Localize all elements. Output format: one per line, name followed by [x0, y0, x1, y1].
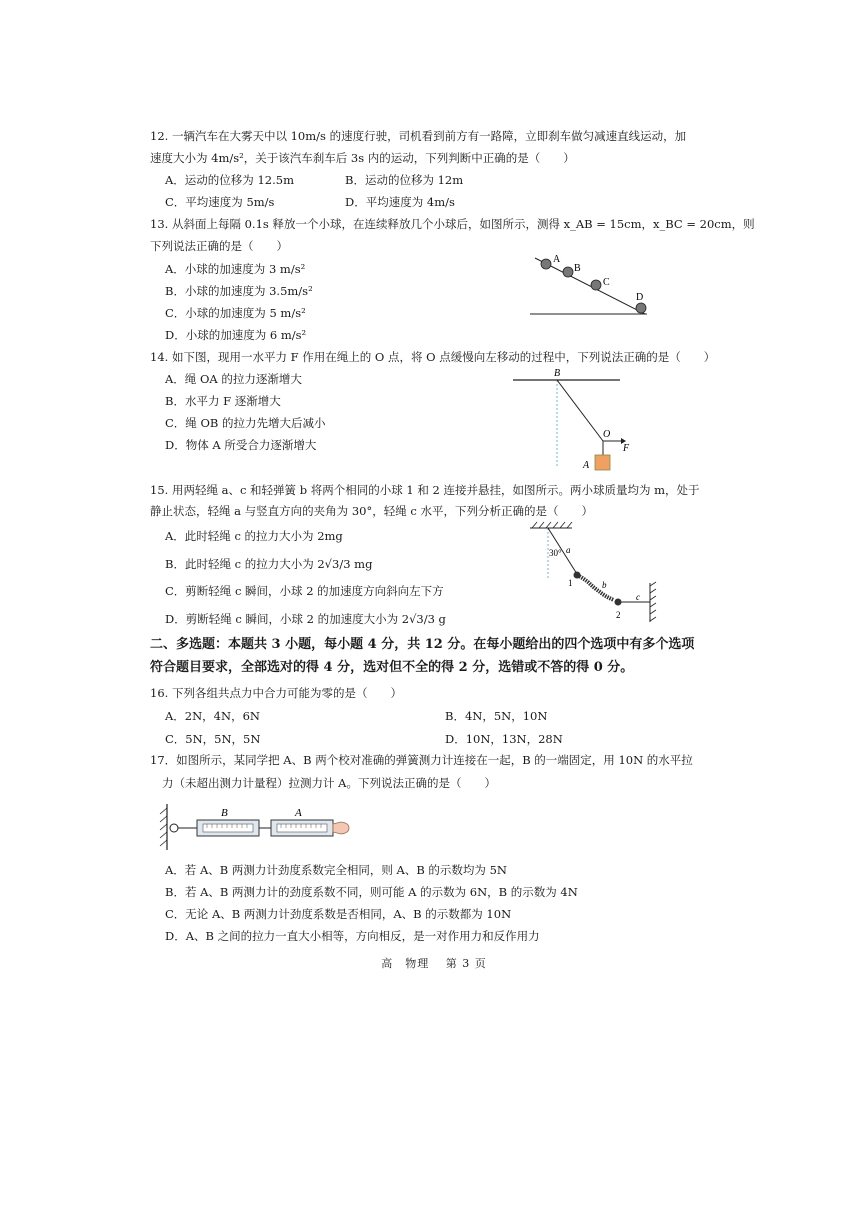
q12-option-d: D．平均速度为 4m/s	[345, 195, 455, 209]
hand-icon	[333, 822, 349, 834]
q17-option-a: A．若 A、B 两测力计劲度系数完全相同，则 A、B 的示数均为 5N	[165, 863, 507, 877]
q15-stem-line2: 静止状态，轻绳 a 与竖直方向的夹角为 30°，轻绳 c 水平，下列分析正确的是（ ）	[150, 504, 593, 518]
q13-option-c: C．小球的加速度为 5 m/s²	[165, 306, 306, 320]
top-hatch	[532, 522, 572, 528]
ball-d	[636, 303, 646, 313]
label-b: b	[602, 580, 607, 590]
q16-option-a: A．2N，4N，6N	[165, 709, 260, 723]
block-a	[595, 455, 610, 470]
q13-stem-line2: 下列说法正确的是（ ）	[150, 239, 288, 253]
q15-spring-figure	[528, 518, 660, 626]
q13-option-a: A．小球的加速度为 3 m/s²	[165, 262, 306, 276]
scale-b-window	[203, 824, 253, 832]
label-o: O	[603, 429, 611, 440]
q16-option-b: B．4N，5N，10N	[445, 709, 548, 723]
q17-option-d: D．A、B 之间的拉力一直大小相等，方向相反，是一对作用力和反作用力	[165, 929, 540, 943]
q17-option-b: B．若 A、B 两测力计的劲度系数不同，则可能 A 的示数为 6N，B 的示数为 4N	[165, 885, 578, 899]
q13-option-d: D．小球的加速度为 6 m/s²	[165, 328, 307, 342]
label-ball-1: 1	[568, 578, 573, 588]
label-b: B	[221, 807, 228, 819]
angle-label: 30°	[549, 548, 562, 558]
ball-c	[591, 280, 601, 290]
ball-1	[574, 572, 581, 579]
spring-b	[577, 575, 614, 600]
label-a: A	[295, 807, 302, 819]
q14-option-d: D．物体 A 所受合力逐渐增大	[165, 438, 317, 452]
q14-rope-figure	[505, 365, 630, 477]
scale-a-window	[277, 824, 327, 832]
wall-hatch	[160, 808, 167, 846]
label-c: C	[603, 277, 610, 288]
q16-stem: 16. 下列各组共点力中合力可能为零的是（ ）	[150, 686, 402, 700]
ball-a	[541, 259, 551, 269]
q12-option-c: C．平均速度为 5m/s	[165, 195, 275, 209]
label-d: D	[636, 292, 644, 303]
q13-stem-line1: 13. 从斜面上每隔 0.1s 释放一个小球，在连续释放几个小球后，如图所示，测得 x_AB = 15cm，x_BC = 20cm，则	[150, 217, 755, 231]
q17-spring-scale-figure	[155, 800, 350, 855]
label-b: B	[554, 368, 561, 379]
q15-stem-line1: 15. 用两轻绳 a、c 和轻弹簧 b 将两个相同的小球 1 和 2 连接并悬挂，如图所示。两小球质量均为 m，处于	[150, 483, 700, 497]
q13-incline-figure	[525, 250, 660, 320]
section2-heading-line2: 符合题目要求，全部选对的得 4 分，选对但不全的得 2 分，选错或不答的得 0 分。	[150, 660, 634, 675]
section2-heading-line1: 二、多选题：本题共 3 小题，每小题 4 分，共 12 分。在每小题给出的四个选项中有多个选项	[150, 637, 695, 652]
q12-stem-line1: 12. 一辆汽车在大雾天中以 10m/s 的速度行驶，司机看到前方有一路障，立即刹车做匀减速直线运动，加	[150, 129, 687, 143]
q14-option-a: A．绳 OA 的拉力逐渐增大	[165, 372, 302, 386]
q16-option-d: D．10N，13N，28N	[445, 732, 563, 746]
q13-option-b: B．小球的加速度为 3.5m/s²	[165, 284, 313, 298]
q15-option-d: D．剪断轻绳 c 瞬间，小球 2 的加速度大小为 2√3/3 g	[165, 612, 446, 626]
q16-option-c: C．5N，5N，5N	[165, 732, 261, 746]
label-f: F	[623, 443, 630, 454]
label-a: A	[553, 254, 561, 265]
q15-option-a: A．此时轻绳 c 的拉力大小为 2mg	[165, 529, 343, 543]
q12-stem-line2: 速度大小为 4m/s²，关于该汽车刹车后 3s 内的运动，下列判断中正确的是（ ）	[150, 151, 575, 165]
q14-stem: 14. 如下图，现用一水平力 F 作用在绳上的 O 点，将 O 点缓慢向左移动的过程中，下列说法正确的是（ ）	[150, 350, 716, 364]
q12-option-b: B．运动的位移为 12m	[345, 173, 464, 187]
q14-option-b: B．水平力 F 逐渐增大	[165, 394, 281, 408]
q17-option-c: C．无论 A、B 两测力计劲度系数是否相同，A、B 的示数都为 10N	[165, 907, 512, 921]
label-a: a	[566, 545, 571, 555]
rope-ob	[557, 380, 603, 441]
incline-surface	[535, 258, 645, 314]
ball-b	[563, 267, 573, 277]
q17-stem-line1: 17．如图所示，某同学把 A、B 两个校对准确的弹簧测力计连接在一起，B 的一端固定，用 10N 的水平拉	[150, 753, 693, 767]
label-a: A	[583, 460, 590, 471]
label-b: B	[574, 263, 581, 274]
q14-option-c: C．绳 OB 的拉力先增大后减小	[165, 416, 326, 430]
q15-option-b: B．此时轻绳 c 的拉力大小为 2√3/3 mg	[165, 557, 373, 571]
q12-option-a: A．运动的位移为 12.5m	[165, 173, 294, 187]
label-c: c	[636, 592, 640, 602]
label-ball-2: 2	[616, 610, 621, 620]
hook-ring	[170, 824, 178, 832]
right-hatch	[650, 582, 656, 621]
q15-option-c: C．剪断轻绳 c 瞬间，小球 2 的加速度方向斜向左下方	[165, 584, 444, 598]
page-footer: 高 物理 第 3 页	[381, 957, 487, 970]
q17-stem-line2: 力（未超出测力计量程）拉测力计 A。下列说法正确的是（ ）	[162, 776, 496, 790]
ball-2	[615, 599, 622, 606]
